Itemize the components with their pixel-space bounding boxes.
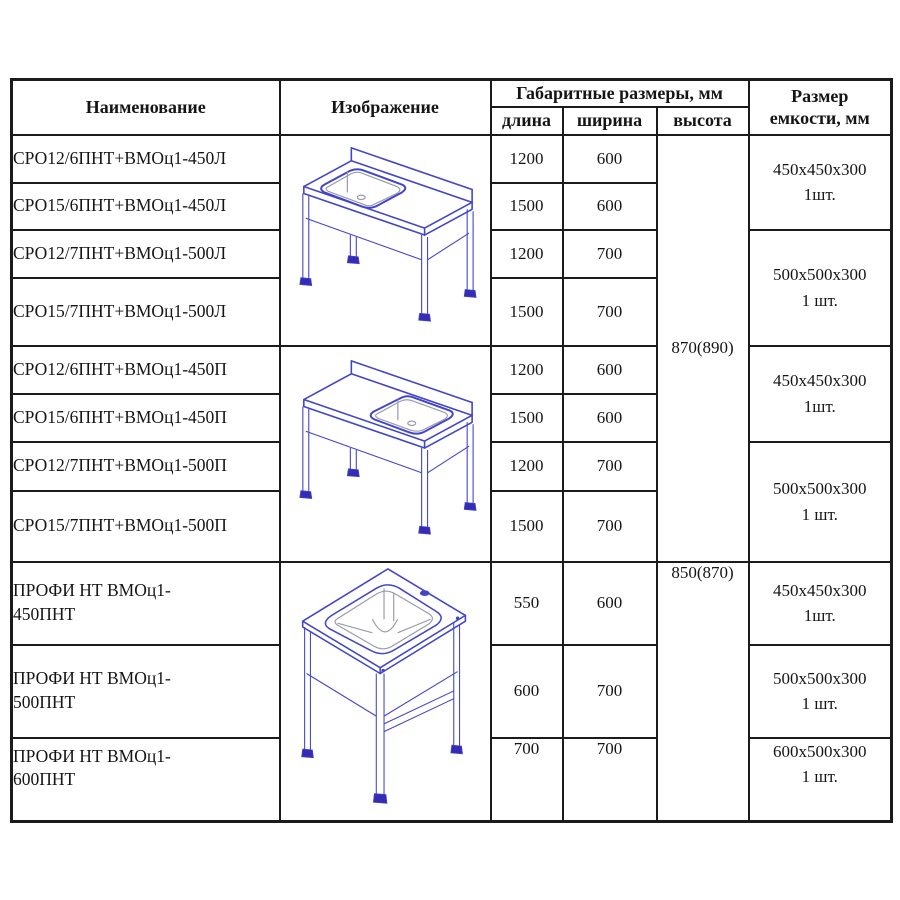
header-dimensions-group [491,80,749,107]
length-cell: 1500 [491,491,563,562]
capacity-size: 500х500х300 [773,265,867,284]
product-name-cell: СРО15/7ПНТ+ВМОц1-500П [12,491,280,562]
sink-body [307,671,458,716]
spec-table-wrapper [10,78,893,823]
capacity-qty: 1шт. [803,606,836,625]
product-name-cell: СРО12/6ПНТ+ВМОц1-450Л [12,135,280,183]
capacity-size: 600х500х300 [773,741,867,761]
product-name-cell [12,738,280,822]
capacity-cell [749,230,892,346]
length-cell: 1500 [491,394,563,442]
image-cell-standalone-sink [280,562,491,822]
capacity-qty: 1шт. [803,396,836,416]
sink-table-right-drawing [286,352,484,550]
width-cell: 700 [563,442,657,491]
capacity-qty: 1 шт. [801,767,838,786]
product-spec-table [10,78,893,823]
table-row [12,562,892,645]
width-cell: 600 [563,346,657,394]
length-cell: 1500 [491,183,563,230]
capacity-qty: 1шт. [803,185,836,204]
width-cell: 600 [563,394,657,442]
capacity-cell [749,645,892,738]
table-row [12,346,892,394]
header-image [280,80,491,135]
length-cell: 1200 [491,346,563,394]
length-cell: 1200 [491,442,563,491]
sink-legs [302,623,463,803]
width-cell: 700 [563,491,657,562]
length-cell: 550 [491,562,563,645]
product-name-cell: СРО12/7ПНТ+ВМОц1-500Л [12,230,280,278]
capacity-cell [749,738,892,822]
capacity-cell [749,135,892,230]
product-name-cell [12,562,280,645]
capacity-size: 500х500х300 [773,479,867,498]
capacity-cell [749,562,892,645]
header-name [12,80,280,135]
sink-rim [303,569,466,674]
header-capacity [749,80,892,135]
header-capacity-line2: емкости, мм [769,108,870,129]
product-name-cell: СРО15/6ПНТ+ВМОц1-450П [12,394,280,442]
standalone-sink-drawing [293,563,477,815]
height-cell-group1: 870(890) [657,135,749,562]
width-cell: 700 [563,230,657,278]
length-cell: 600 [491,645,563,738]
capacity-size: 450х450х300 [773,371,867,390]
product-name-cell: СРО15/7ПНТ+ВМОц1-500Л [12,278,280,346]
width-cell: 700 [563,278,657,346]
product-name-line2: 450ПНТ [13,604,76,624]
header-height: высота [657,107,749,135]
width-cell: 600 [563,183,657,230]
product-name-line2: 500ПНТ [13,692,76,712]
header-length: длина [491,107,563,135]
image-cell-basin-right [280,346,491,562]
capacity-cell [749,442,892,562]
length-cell: 700 [491,738,563,822]
height-cell-group2: 850(870) [657,562,749,822]
header-capacity-line1: Размер [791,85,849,106]
length-cell: 1200 [491,230,563,278]
table-legs [300,406,476,534]
product-name-cell [12,645,280,738]
header-dimensions-label: Габаритные размеры, мм [516,83,723,103]
capacity-size: 450х450х300 [773,580,867,600]
sink-basin-right [371,396,453,433]
sink-table-left-drawing [286,139,484,337]
width-cell: 600 [563,562,657,645]
width-cell: 600 [563,135,657,183]
product-name-line2: 600ПНТ [13,769,76,790]
table-legs [300,193,476,321]
capacity-qty: 1 шт. [801,290,838,310]
basin-interior [338,588,431,633]
product-name-line1: ПРОФИ НТ ВМОц1- [13,745,171,766]
capacity-size: 450х450х300 [773,159,867,179]
table-row [12,135,892,183]
width-cell: 700 [563,645,657,738]
header-image-label: Изображение [331,97,439,117]
width-cell: 700 [563,738,657,822]
product-name-cell: СРО12/7ПНТ+ВМОц1-500П [12,442,280,491]
product-name-cell: СРО15/6ПНТ+ВМОц1-450Л [12,183,280,230]
capacity-size: 500х500х300 [773,668,867,688]
capacity-qty: 1 шт. [801,694,838,713]
capacity-qty: 1 шт. [801,504,838,524]
product-name-line1: ПРОФИ НТ ВМОц1- [13,668,171,689]
length-cell: 1200 [491,135,563,183]
product-name-cell: СРО12/6ПНТ+ВМОц1-450П [12,346,280,394]
length-cell: 1500 [491,278,563,346]
product-name-line1: ПРОФИ НТ ВМОц1- [13,580,171,601]
table-frame [304,147,472,259]
image-cell-basin-left [280,135,491,346]
capacity-cell [749,346,892,442]
header-width: ширина [563,107,657,135]
header-name-label: Наименование [85,97,206,117]
header-row-1 [12,80,892,107]
